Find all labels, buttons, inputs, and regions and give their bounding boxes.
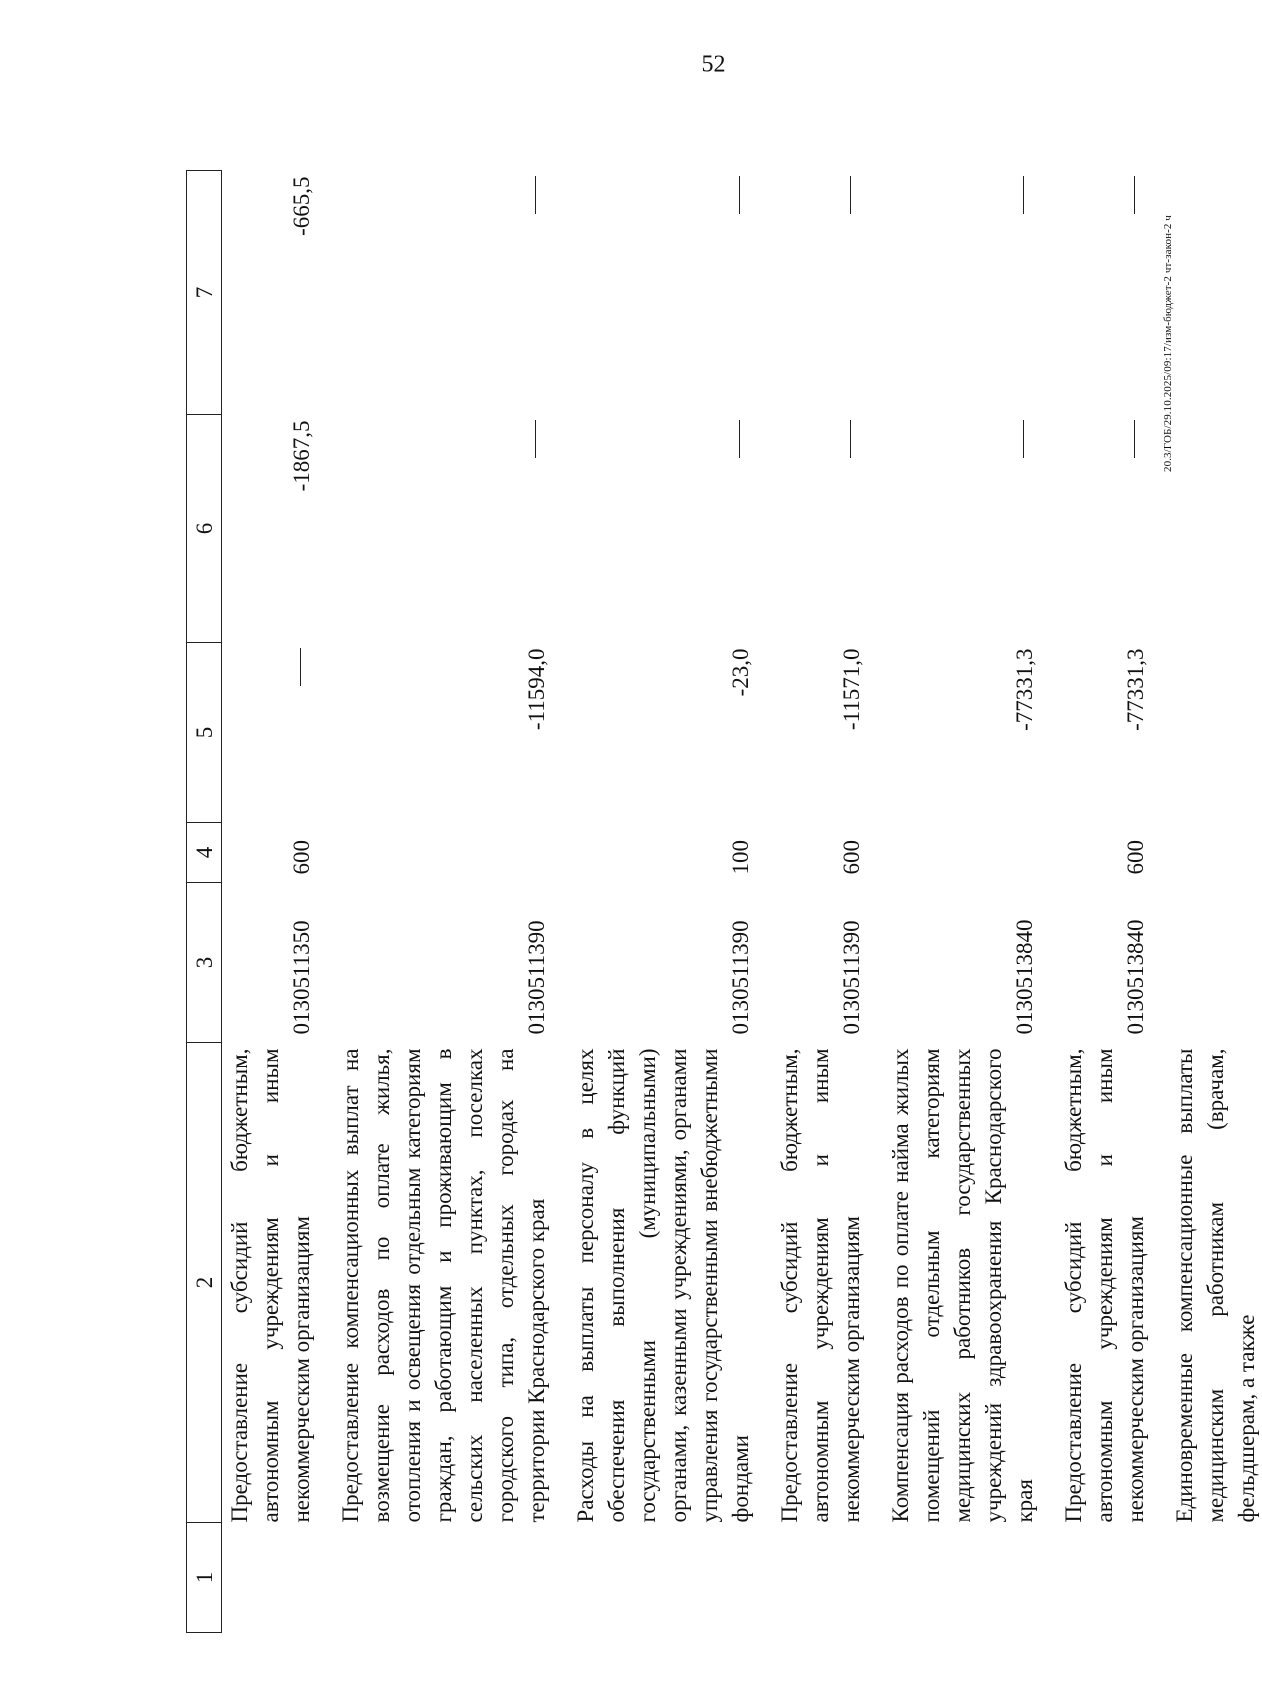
col6-cell [1040, 415, 1151, 643]
description-cell: Предоставление субсидий бюджетным, автономным учреждениям и иным некоммерческим организациям [227, 1048, 314, 1523]
header-cell-4: 4 [187, 823, 222, 883]
code-cell: 0130511390 [839, 920, 864, 1035]
header-cell-2: 2 [187, 1043, 222, 1523]
code-cell: 0130513840 [1123, 919, 1148, 1035]
col6-cell [867, 415, 1040, 643]
description-cell: Расходы на выплаты персоналу в целях обеспечения выполнения функций государственными (муниципальными) органами, казенными учреждениями, органами управления государственными внебюджетными фондами [573, 1048, 753, 1523]
col6-cell [756, 415, 867, 643]
type-cell: 600 [839, 840, 864, 875]
page-number: 52 [701, 51, 726, 78]
col7-cell [867, 171, 1040, 415]
col5-cell: -11571,0 [839, 648, 864, 731]
col5-cell: -23,0 [728, 648, 753, 697]
header-cell-1: 1 [187, 1523, 222, 1633]
header-cell-3: 3 [187, 883, 222, 1043]
code-cell: 0130513840 [1012, 919, 1037, 1035]
dash-mark [1134, 421, 1136, 459]
header-cell-7: 7 [187, 171, 222, 415]
description-cell: Единовременные компенсационные выплаты медицинским работникам (врачам, фельдшерам, а также [1172, 1048, 1259, 1523]
col5-cell: -11594,0 [524, 648, 549, 731]
col7-cell: -665,5 [289, 176, 314, 236]
header-cell-5: 5 [187, 643, 222, 823]
col1-cell [867, 1523, 1040, 1633]
budget-table [186, 170, 1262, 1633]
col7-cell [552, 171, 756, 415]
col7-cell [756, 171, 867, 415]
col1-cell [222, 1523, 318, 1633]
code-cell: 0130511390 [524, 920, 549, 1035]
col7-cell [1040, 171, 1151, 415]
col1-cell [756, 1523, 867, 1633]
header-cell-6: 6 [187, 415, 222, 643]
dash-mark [535, 421, 537, 459]
col5-cell [1151, 643, 1262, 823]
description-cell: Предоставление субсидий бюджетным, автономным учреждениям и иным некоммерческим организациям [1061, 1048, 1148, 1523]
type-cell [317, 823, 552, 883]
table-row [222, 171, 318, 1633]
col5-cell [222, 643, 318, 823]
col5-cell: -77331,3 [1123, 648, 1148, 731]
table-row [552, 171, 756, 1633]
dash-mark [1134, 177, 1136, 215]
col6-cell: -1867,5 [289, 420, 314, 492]
footer-code: 20.3/ГОБ/29.10.2025/09:17/изм-бюджет-2 чт-закон-2 ч [1162, 215, 1174, 472]
col1-cell [1151, 1523, 1262, 1633]
code-cell [1151, 883, 1262, 1043]
table-row [1040, 171, 1151, 1633]
type-cell: 600 [1123, 840, 1148, 875]
dash-mark [1023, 421, 1025, 459]
description-cell: Предоставление субсидий бюджетным, автономным учреждениям и иным некоммерческим организациям [777, 1048, 864, 1523]
table-row [317, 171, 552, 1633]
col6-cell [552, 415, 756, 643]
dash-mark [739, 421, 741, 459]
dash-mark [1023, 177, 1025, 215]
type-cell [867, 823, 1040, 883]
dash-mark [850, 421, 852, 459]
dash-mark [300, 649, 302, 687]
dash-mark [535, 177, 537, 215]
description-cell: Предоставление компенсационных выплат на возмещение расходов по оплате жилья, отопления и освещения отдельным категориям граждан, работающим и проживающим в сельских населенных пунктах, поселках городского типа, отдельных городах на территории Краснодарского края [338, 1048, 549, 1523]
table-header-row [187, 171, 222, 1633]
code-cell: 0130511350 [289, 920, 314, 1035]
col5-cell: -77331,3 [1012, 648, 1037, 731]
type-cell: 100 [728, 840, 753, 875]
col1-cell [552, 1523, 756, 1633]
code-cell: 0130511390 [728, 920, 753, 1035]
col6-cell [317, 415, 552, 643]
type-cell [1151, 823, 1262, 883]
col1-cell [1040, 1523, 1151, 1633]
dash-mark [739, 177, 741, 215]
description-cell: Компенсация расходов по оплате найма жилых помещений отдельным категориям медицинских работников государственных учреждений здравоохранения Краснодарского края [888, 1048, 1037, 1523]
col1-cell [317, 1523, 552, 1633]
col7-cell [317, 171, 552, 415]
dash-mark [850, 177, 852, 215]
table-row [867, 171, 1040, 1633]
table-row [756, 171, 867, 1633]
type-cell: 600 [289, 840, 314, 875]
